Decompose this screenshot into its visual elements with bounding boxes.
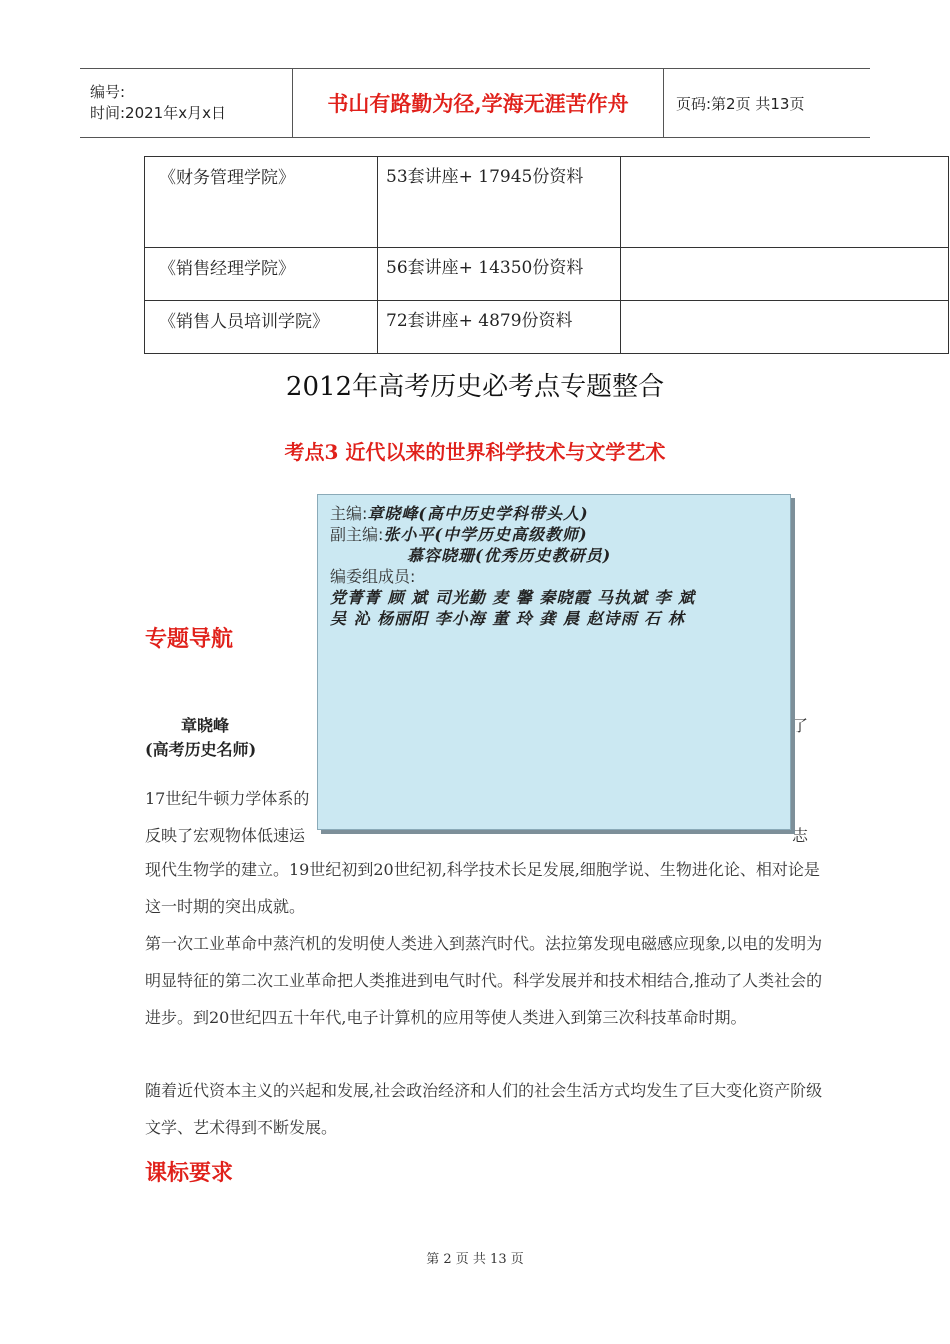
author-name: 章晓峰 — [181, 716, 230, 735]
table-row — [145, 248, 949, 301]
time-label: 时间:2021年x月x日 — [90, 104, 226, 122]
chief-label: 主编: — [330, 504, 368, 523]
header-page-info — [664, 69, 870, 137]
topic-subtitle: 考点3 近代以来的世界科学技术与文学艺术 — [284, 440, 666, 464]
members-line — [330, 608, 778, 629]
members-list: 党菁菁 顾 斌 司光勤 麦 馨 秦晓霞 马执斌 李 斌 — [330, 588, 696, 607]
section-heading-requirements: 课标要求 — [145, 1160, 234, 1186]
resource-detail: 53套讲座+ 17945份资料 — [378, 157, 621, 248]
header-meta — [80, 69, 292, 137]
resource-extra — [621, 157, 949, 248]
page-info-text: 页码:第2页 共13页 — [676, 94, 805, 113]
text-fragment: 反映了宏观物体低速运 — [145, 826, 306, 845]
resource-name: 《销售经理学院》 — [145, 248, 378, 301]
resource-extra — [621, 301, 949, 354]
members-label: 编委组成员: — [330, 567, 416, 586]
page-title: 2012年高考历史必考点专题整合 — [285, 372, 665, 402]
members-list: 吴 沁 杨丽阳 李小海 董 玲 龚 晨 赵诗雨 石 林 — [330, 609, 685, 628]
deputy-editor: 慕容晓珊(优秀历史教研员) — [407, 546, 612, 565]
editorial-board-box — [317, 494, 791, 830]
text-fragment: 17世纪牛顿力学体系的 — [145, 789, 310, 808]
deputy-editor-line — [330, 545, 778, 566]
resource-extra — [621, 248, 949, 301]
motto-text: 书山有路勤为径,学海无涯苦作舟 — [327, 91, 629, 116]
deputy-editor-line — [330, 524, 778, 545]
members-line — [330, 587, 778, 608]
section-heading-navigation: 专题导航 — [145, 626, 234, 652]
paragraph: 随着近代资本主义的兴起和发展,社会政治经济和人们的社会生活方式均发生了巨大变化资产阶级文学、艺术得到不断发展。 — [145, 1081, 823, 1137]
table-row — [145, 157, 949, 248]
resource-name: 《财务管理学院》 — [145, 157, 378, 248]
resource-detail: 72套讲座+ 4879份资料 — [378, 301, 621, 354]
paragraph: 第一次工业革命中蒸汽机的发明使人类进入到蒸汽时代。法拉第发现电磁感应现象,以电的发明为明显特征的第二次工业革命把人类推进到电气时代。科学发展并和技术相结合,推动了人类社会的进步。到20世纪四五十年代,电子计算机的应用等使人类进入到第三次科技革命时期。 — [145, 934, 823, 1027]
text-fragment: 了 — [792, 716, 809, 735]
author-block — [145, 714, 256, 762]
paragraph: 现代生物学的建立。19世纪初到20世纪初,科学技术长足发展,细胞学说、生物进化论、相对论是这一时期的突出成就。 — [145, 860, 820, 916]
number-label: 编号: — [90, 83, 126, 101]
page-header — [80, 68, 870, 138]
resource-detail: 56套讲座+ 14350份资料 — [378, 248, 621, 301]
members-label-line — [330, 566, 778, 587]
author-title: (高考历史名师) — [145, 740, 257, 759]
resource-name: 《销售人员培训学院》 — [145, 301, 378, 354]
chief-editor-line — [330, 503, 778, 524]
table-row — [145, 301, 949, 354]
resource-table — [144, 156, 949, 354]
chief-editor: 章晓峰(高中历史学科带头人) — [367, 504, 589, 523]
text-fragment: 志 — [792, 826, 809, 845]
header-motto — [292, 69, 664, 137]
page-footer: 第 2 页 共 13 页 — [426, 1252, 524, 1267]
deputy-editor: 张小平(中学历史高级教师) — [383, 525, 588, 544]
deputy-label: 副主编: — [330, 525, 384, 544]
